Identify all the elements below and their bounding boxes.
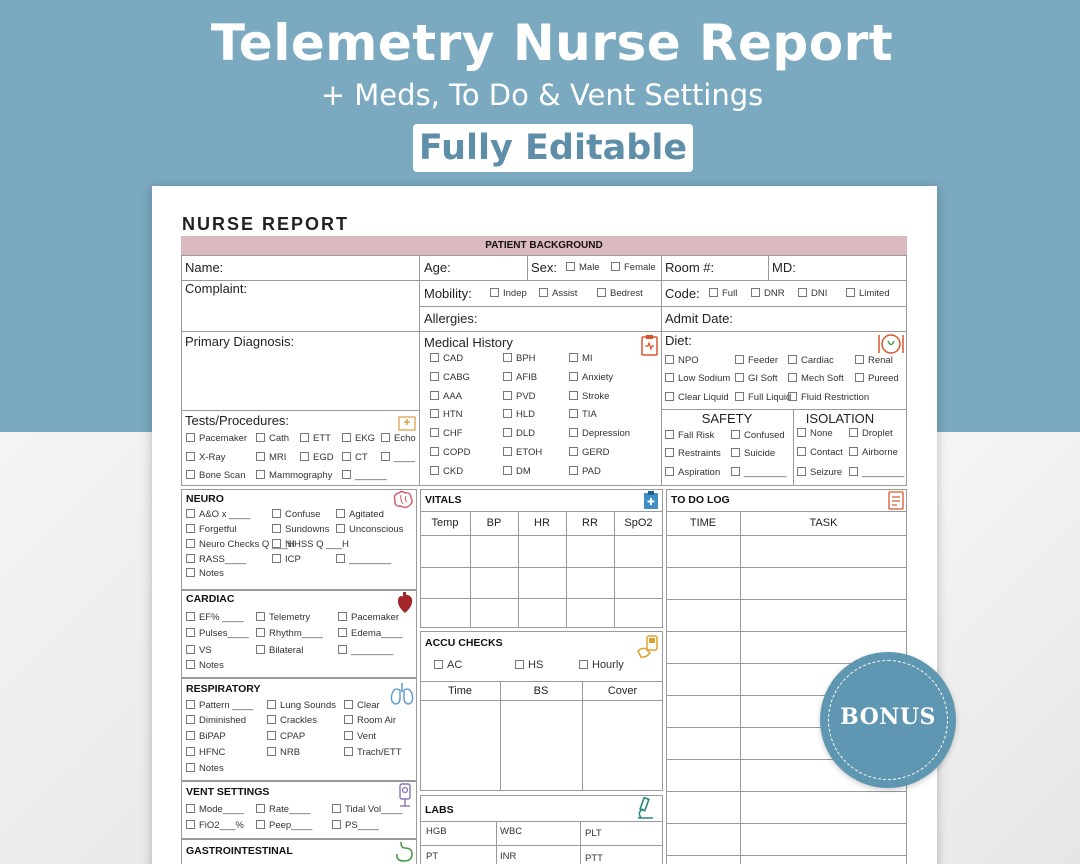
cardiac-item[interactable]: Bilateral	[256, 645, 303, 656]
medical-history-item[interactable]: BPH	[503, 353, 536, 364]
lungs-icon	[389, 682, 415, 706]
diet-item[interactable]: GI Soft	[735, 373, 778, 384]
fully-editable-badge: Fully Editable	[413, 124, 693, 172]
medical-history-item[interactable]: TIA	[569, 409, 597, 420]
cardiac-item[interactable]: VS	[186, 645, 212, 656]
tests-item[interactable]: CT	[342, 452, 368, 463]
neuro-item[interactable]: RASS____	[186, 554, 246, 565]
tests-item[interactable]: Pacemaker	[186, 433, 247, 444]
medical-history-item[interactable]: Anxiety	[569, 372, 613, 383]
brain-icon	[391, 490, 415, 510]
vitals-column-header: Temp	[431, 517, 459, 529]
tests-item[interactable]: Bone Scan	[186, 470, 245, 481]
vitals-column-header: RR	[582, 517, 598, 529]
tests-item[interactable]: Mammography	[256, 470, 332, 481]
respiratory-item[interactable]: Room Air	[344, 715, 396, 726]
todo-row-line	[666, 855, 907, 856]
medical-history-item[interactable]: PVD	[503, 391, 536, 402]
neuro-item[interactable]: Confuse	[272, 509, 320, 520]
microscope-icon	[633, 796, 657, 822]
respiratory-item[interactable]: Pattern ____	[186, 700, 253, 711]
safety-item[interactable]: Suicide	[731, 448, 775, 459]
diet-item[interactable]: Cardiac	[788, 355, 834, 366]
name-field[interactable]: Name:	[185, 260, 224, 275]
todo-column-header: TIME	[689, 517, 717, 529]
tests-item[interactable]: ETT	[300, 433, 331, 444]
vent-item[interactable]: Mode____	[186, 804, 244, 815]
patient-background-title: PATIENT BACKGROUND	[485, 240, 603, 251]
respiratory-item[interactable]: Crackles	[267, 715, 317, 726]
respiratory-item[interactable]: HFNC	[186, 747, 225, 758]
cardiac-item[interactable]: Rhythm____	[256, 628, 323, 639]
checklist-icon	[888, 490, 904, 510]
accu-check-option[interactable]: AC	[434, 659, 462, 671]
medical-history-title: Medical History	[424, 335, 513, 350]
neuro-item[interactable]: Notes	[186, 568, 224, 579]
vitals-section	[420, 489, 663, 628]
isolation-item[interactable]: Seizure	[797, 467, 842, 478]
isolation-title: ISOLATION	[805, 411, 875, 426]
medical-history-item[interactable]: DM	[503, 466, 531, 477]
medical-history-item[interactable]: CKD	[430, 466, 463, 477]
hospital-bed-icon	[397, 414, 417, 432]
neuro-item[interactable]: Forgetful	[186, 524, 237, 535]
diet-item[interactable]: Low Sodium	[665, 373, 730, 384]
primary-diagnosis-field[interactable]: Primary Diagnosis:	[185, 334, 295, 349]
hero-title: Telemetry Nurse Report	[210, 14, 894, 72]
isolation-item[interactable]: Contact	[797, 447, 843, 458]
isolation-item[interactable]: None	[797, 428, 833, 439]
medical-history-item[interactable]: AAA	[430, 391, 462, 402]
dnr-checkbox[interactable]: DNR	[751, 288, 785, 299]
vent-item[interactable]: FiO2___%	[186, 820, 244, 831]
neuro-item[interactable]: NiHSS Q ___H	[272, 539, 349, 550]
tests-item[interactable]: MRI	[256, 452, 286, 463]
neuro-item[interactable]: A&O x ____	[186, 509, 250, 520]
medical-history-item[interactable]: GERD	[569, 447, 609, 458]
diet-item[interactable]: Feeder	[735, 355, 778, 366]
code-label: Code:	[665, 286, 700, 301]
medical-history-item[interactable]: COPD	[430, 447, 470, 458]
limited-checkbox[interactable]: Limited	[846, 288, 890, 299]
vitals-column-header: BP	[486, 517, 502, 529]
safety-title: SAFETY	[701, 411, 753, 426]
diet-item[interactable]: Clear Liquid	[665, 392, 729, 403]
indep-checkbox[interactable]: Indep	[490, 288, 527, 299]
respiratory-item[interactable]: NRB	[267, 747, 300, 758]
accu-checks-section	[420, 631, 663, 791]
diet-item[interactable]: Fluid Restriction	[788, 392, 869, 403]
allergies-field[interactable]: Allergies:	[424, 311, 478, 326]
respiratory-item[interactable]: Trach/ETT	[344, 747, 402, 758]
lab-field[interactable]: INR	[500, 851, 517, 862]
clipboard-heart-icon	[641, 334, 658, 356]
complaint-field[interactable]: Complaint:	[185, 281, 248, 296]
todo-row-line	[666, 631, 907, 632]
assist-checkbox[interactable]: Assist	[539, 288, 577, 299]
md-field[interactable]: MD:	[772, 260, 796, 275]
lab-field[interactable]: PLT	[585, 828, 602, 839]
vent-item[interactable]: Peep____	[256, 820, 312, 831]
gastrointestinal-title: GASTROINTESTINAL	[186, 845, 293, 857]
neuro-item[interactable]: Agitated	[336, 509, 384, 520]
vent-item[interactable]: Rate____	[256, 804, 310, 815]
accu-column-header: Cover	[607, 685, 638, 697]
tests-item[interactable]: ______	[342, 470, 387, 481]
todo-row-line	[666, 823, 907, 824]
labs-title: LABS	[425, 804, 454, 816]
vitals-column-header: SpO2	[624, 517, 653, 529]
diet-item[interactable]: Full Liquid	[735, 392, 791, 403]
sheet-title: NURSE REPORT	[182, 214, 350, 234]
respiratory-item[interactable]: Clear	[344, 700, 380, 711]
tests-item[interactable]: EKG	[342, 433, 375, 444]
medical-history-item[interactable]: CABG	[430, 372, 470, 383]
safety-item[interactable]: Aspiration	[665, 467, 720, 478]
medical-history-item[interactable]: CAD	[430, 353, 463, 364]
medical-history-item[interactable]: PAD	[569, 466, 601, 477]
vent-item[interactable]: PS____	[332, 820, 379, 831]
age-field[interactable]: Age:	[424, 260, 451, 275]
admit-date-field[interactable]: Admit Date:	[665, 311, 733, 326]
todo-row-line	[666, 535, 907, 536]
neuro-item[interactable]: ________	[336, 554, 391, 565]
todo-row-line	[666, 599, 907, 600]
full-code-checkbox[interactable]: Full	[709, 288, 737, 299]
diet-item[interactable]: NPO	[665, 355, 699, 366]
tests-item[interactable]: Cath	[256, 433, 289, 444]
respiratory-item[interactable]: Vent	[344, 731, 376, 742]
safety-item[interactable]: Fall Risk	[665, 430, 714, 441]
respiratory-item[interactable]: CPAP	[267, 731, 305, 742]
cardiac-item[interactable]: Pacemaker	[338, 612, 399, 623]
medical-history-item[interactable]: CHF	[430, 428, 463, 439]
vent-item[interactable]: Tidal Vol____	[332, 804, 402, 815]
labs-section	[420, 795, 663, 864]
respiratory-item[interactable]: Lung Sounds	[267, 700, 336, 711]
glucometer-icon	[636, 635, 660, 659]
bonus-label: BONUS	[840, 704, 936, 730]
hero-subtitle: + Meds, To Do & Vent Settings	[320, 78, 764, 112]
tests-item[interactable]: EGD	[300, 452, 334, 463]
tests-item[interactable]: Echo	[381, 433, 416, 444]
tests-item[interactable]: X-Ray	[186, 452, 225, 463]
medical-history-item[interactable]: HTN	[430, 409, 463, 420]
safety-item[interactable]: ________	[731, 467, 786, 478]
vent-settings-title: VENT SETTINGS	[186, 786, 270, 798]
neuro-item[interactable]: Unconscious	[336, 524, 403, 535]
cardiac-item[interactable]: Pulses____	[186, 628, 249, 639]
medical-history-item[interactable]: DLD	[503, 428, 535, 439]
todo-row-line	[666, 791, 907, 792]
diet-item[interactable]: Renal	[855, 355, 893, 366]
todo-log-title: TO DO LOG	[671, 494, 730, 506]
todo-row-line	[666, 567, 907, 568]
male-checkbox[interactable]: Male	[566, 262, 600, 273]
vitals-title: VITALS	[425, 494, 462, 506]
medical-history-item[interactable]: Stroke	[569, 391, 609, 402]
accu-check-option[interactable]: Hourly	[579, 659, 624, 671]
diet-item[interactable]: Mech Soft	[788, 373, 844, 384]
neuro-title: NEURO	[186, 493, 224, 505]
medical-history-item[interactable]: AFIB	[503, 372, 537, 383]
medical-history-item[interactable]: Depression	[569, 428, 630, 439]
medical-history-item[interactable]: ETOH	[503, 447, 542, 458]
mobility-label: Mobility:	[424, 286, 472, 301]
accu-checks-title: ACCU CHECKS	[425, 637, 503, 649]
lab-field[interactable]: HGB	[426, 826, 447, 837]
clipboard-medical-icon	[643, 490, 659, 510]
dni-checkbox[interactable]: DNI	[798, 288, 827, 299]
respiratory-item[interactable]: Notes	[186, 763, 224, 774]
bedrest-checkbox[interactable]: Bedrest	[597, 288, 643, 299]
cardiac-item[interactable]: Edema____	[338, 628, 402, 639]
sex-label: Sex:	[531, 260, 558, 275]
neuro-item[interactable]: Neuro Checks Q ___H	[186, 539, 295, 550]
isolation-item[interactable]: ________	[849, 467, 904, 478]
tests-procedures-title: Tests/Procedures:	[185, 413, 290, 428]
cardiac-item[interactable]: Telemetry	[256, 612, 310, 623]
heart-organ-icon	[396, 592, 414, 614]
tests-item[interactable]: ____	[381, 452, 415, 463]
respiratory-title: RESPIRATORY	[186, 683, 261, 695]
plate-utensils-icon	[876, 332, 906, 356]
accu-check-option[interactable]: HS	[515, 659, 543, 671]
medical-history-item[interactable]: HLD	[503, 409, 535, 420]
cardiac-item[interactable]: Notes	[186, 660, 224, 671]
female-checkbox[interactable]: Female	[611, 262, 656, 273]
neuro-item[interactable]: Sundowns	[272, 524, 329, 535]
stomach-icon	[393, 840, 415, 862]
cardiac-item[interactable]: EF% ____	[186, 612, 243, 623]
accu-column-header: BS	[533, 685, 549, 697]
lab-field[interactable]: WBC	[500, 826, 523, 837]
cardiac-title: CARDIAC	[186, 593, 235, 605]
lab-field[interactable]: PT	[426, 851, 439, 862]
isolation-item[interactable]: Droplet	[849, 428, 893, 439]
respiratory-item[interactable]: Diminished	[186, 715, 246, 726]
isolation-item[interactable]: Airborne	[849, 447, 898, 458]
safety-item[interactable]: Confused	[731, 430, 785, 441]
vitals-column-header: HR	[534, 517, 550, 529]
neuro-item[interactable]: ICP	[272, 554, 301, 565]
medical-history-item[interactable]: MI	[569, 353, 593, 364]
accu-column-header: Time	[447, 685, 473, 697]
lab-field[interactable]: PTT	[585, 853, 603, 864]
safety-item[interactable]: Restraints	[665, 448, 721, 459]
bonus-badge	[820, 652, 956, 788]
respiratory-item[interactable]: BiPAP	[186, 731, 226, 742]
diet-item[interactable]: Pureed	[855, 373, 899, 384]
diet-title: Diet:	[665, 333, 692, 348]
todo-column-header: TASK	[809, 517, 838, 529]
room-field[interactable]: Room #:	[665, 260, 715, 275]
cardiac-item[interactable]: ________	[338, 645, 393, 656]
